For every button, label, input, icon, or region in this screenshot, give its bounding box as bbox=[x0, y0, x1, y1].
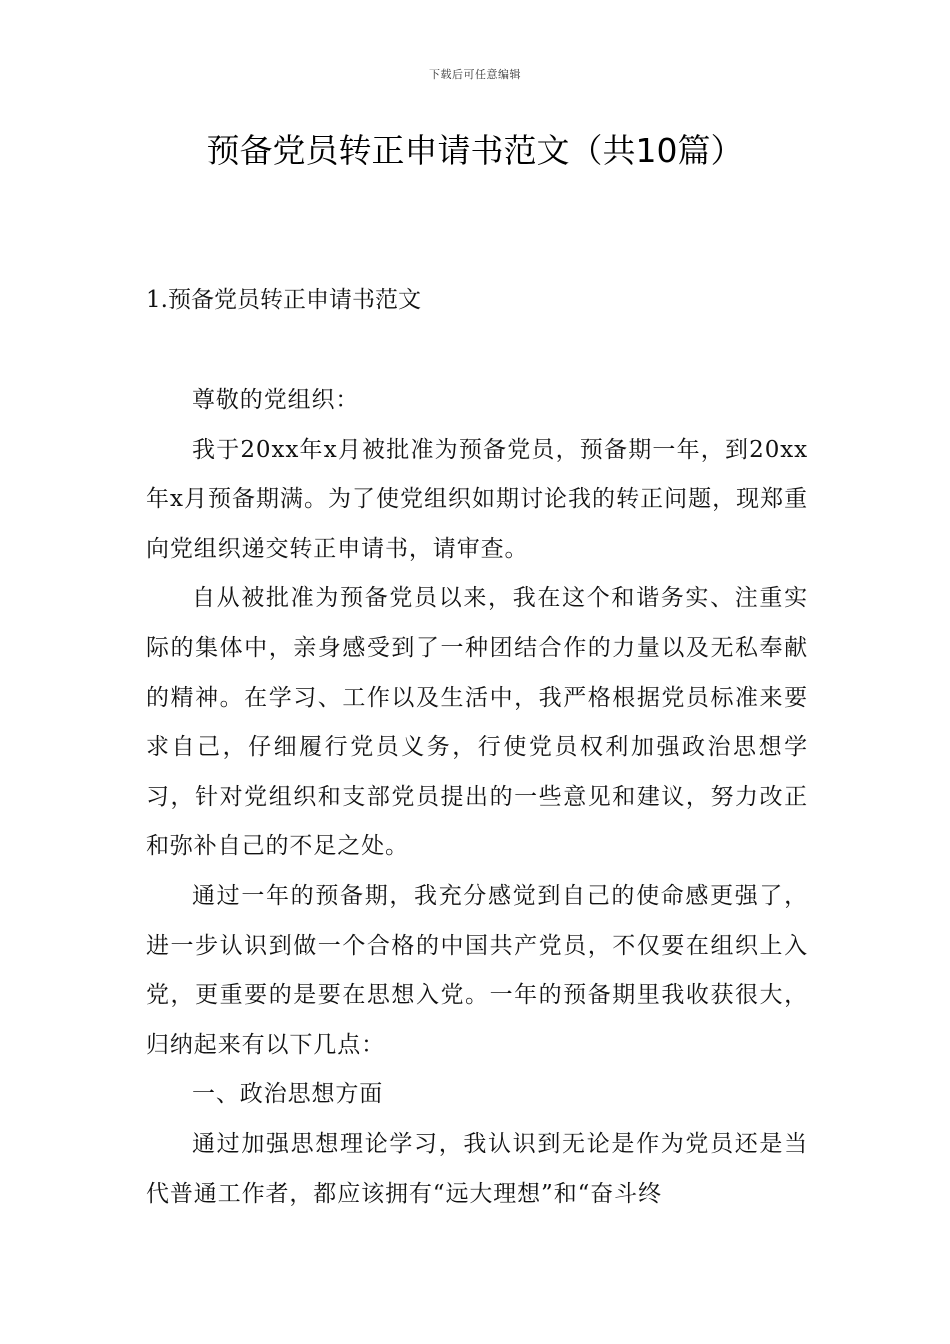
body-paragraph: 我于20xx年x月被批准为预备党员，预备期一年，到20xx年x月预备期满。为了使党组织如期讨论我的转正问题，现郑重向党组织递交转正申请书，请审查。 bbox=[146, 436, 808, 562]
header-note: 下载后可任意编辑 bbox=[429, 68, 521, 81]
section-heading: 1.预备党员转正申请书范文 bbox=[146, 287, 421, 313]
body-paragraph: 通过加强思想理论学习，我认识到无论是作为党员还是当代普通工作者，都应该拥有“远大理想”和“奋斗终 bbox=[146, 1130, 808, 1207]
body-paragraph: 自从被批准为预备党员以来，我在这个和谐务实、注重实际的集体中，亲身感受到了一种团结合作的力量以及无私奉献的精神。在学习、工作以及生活中，我严格根据党员标准来要求自己，仔细履行党员义务，行使党员权利加强政治思想学习，针对党组织和支部党员提出的一些意见和建议，努力改正和弥补自己的不足之处。 bbox=[146, 585, 808, 860]
subsection-heading: 一、政治思想方面 bbox=[192, 1081, 384, 1108]
document-title: 预备党员转正申请书范文（共10篇） bbox=[206, 131, 744, 170]
body-paragraph: 通过一年的预备期，我充分感觉到自己的使命感更强了，进一步认识到做一个合格的中国共产党员，不仅要在组织上入党，更重要的是要在思想入党。一年的预备期里我收获很大，归纳起来有以下几点： bbox=[146, 882, 808, 1058]
salutation-paragraph: 尊敬的党组织： bbox=[192, 387, 360, 413]
document-body bbox=[146, 376, 808, 1219]
